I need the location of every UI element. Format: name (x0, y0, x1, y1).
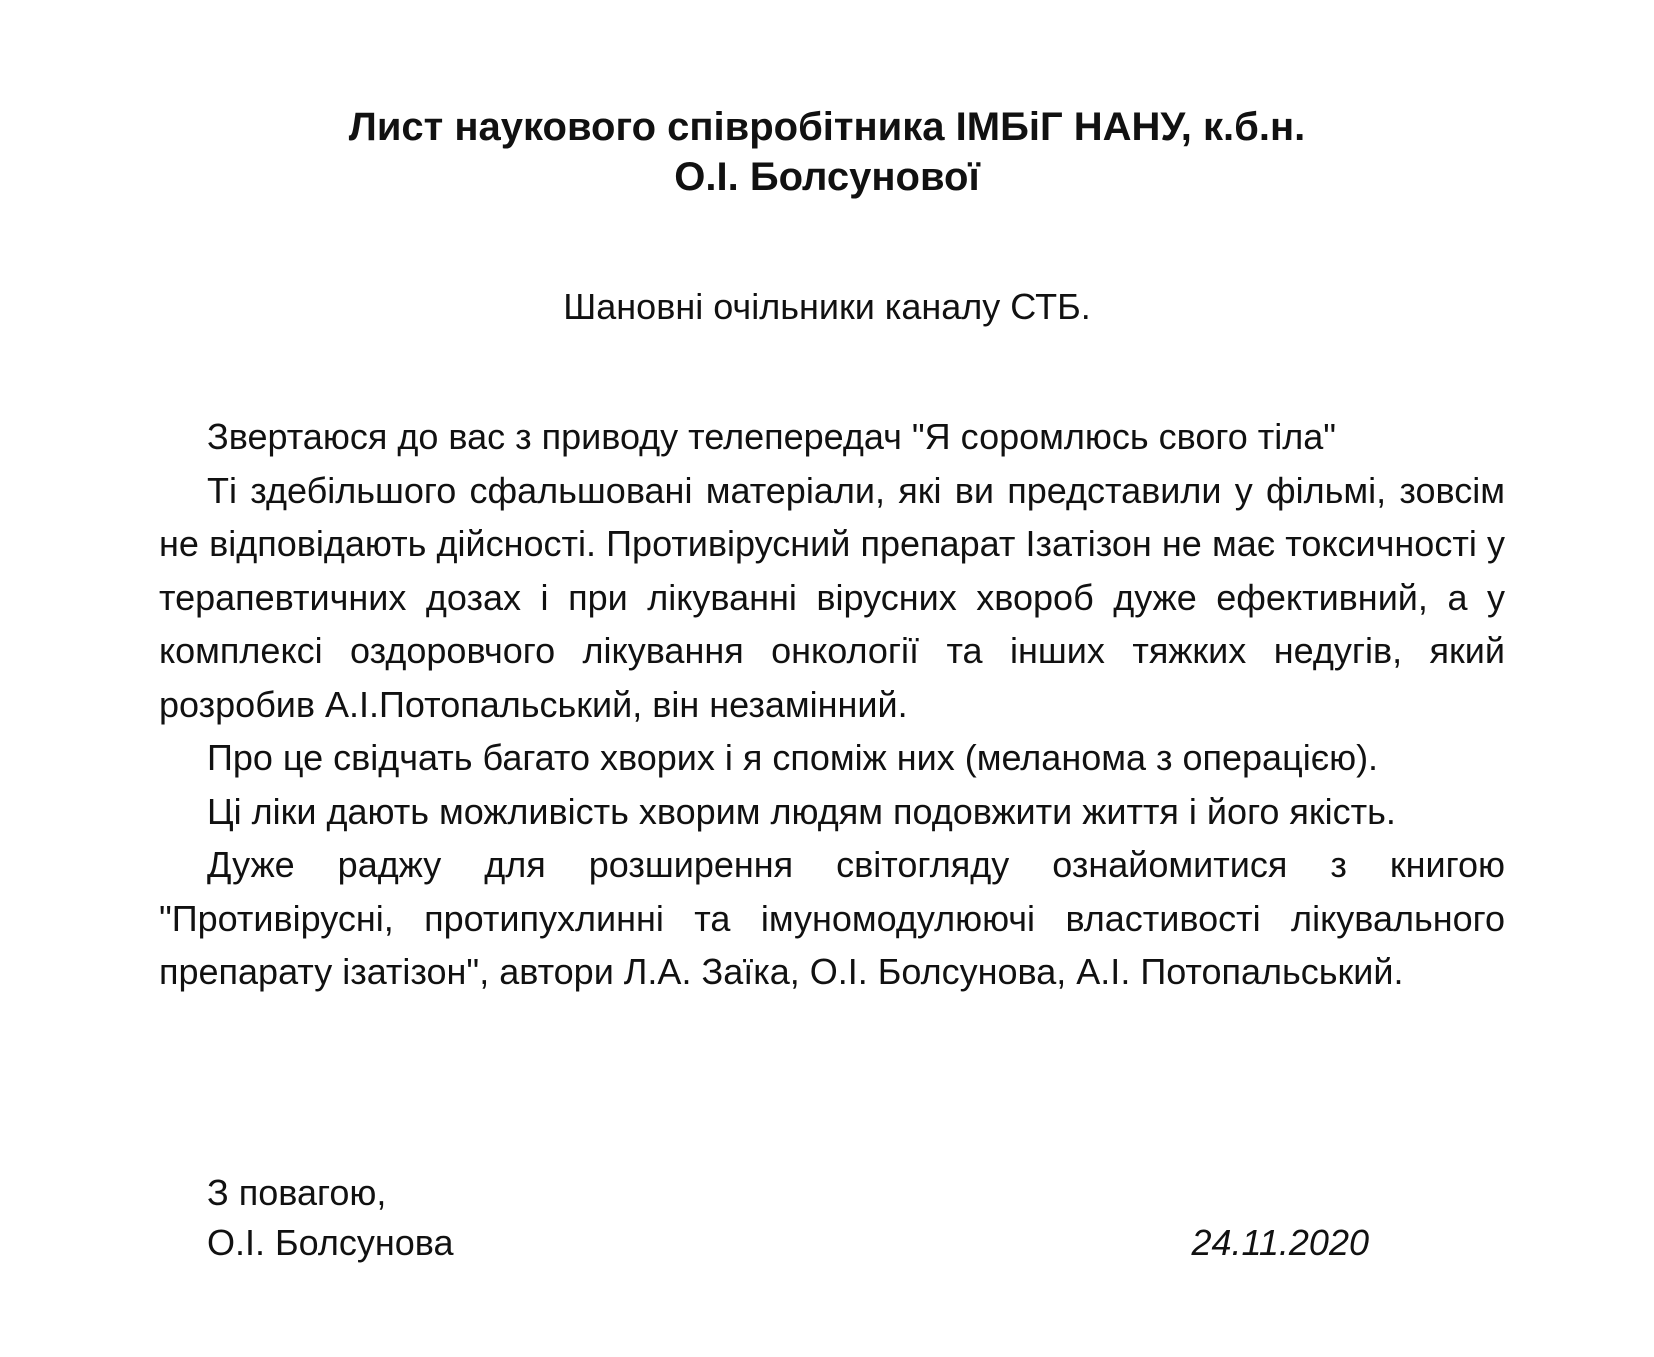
signature-name: О.І. Болсунова (207, 1222, 454, 1263)
letter-body (159, 410, 1505, 999)
title-line-2: О.І. Болсунової (674, 155, 980, 199)
paragraph-3: Про це свідчать багато хворих і я споміж них (меланома з операцією). (207, 737, 1379, 778)
paragraph-1: Звертаюся до вас з приводу телепередач "Я соромлюсь свого тіла" (207, 416, 1337, 457)
closing-block (207, 1168, 454, 1268)
greeting: Шановні очільники каналу СТБ. (563, 286, 1091, 327)
title-line-1: Лист наукового співробітника ІМБіГ НАНУ, к.б.н. (348, 105, 1306, 149)
letter-title (0, 102, 1654, 202)
closing-phrase: З повагою, (207, 1172, 387, 1213)
paragraph-4: Ці ліки дають можливість хворим людям подовжити життя і його якість. (207, 790, 1396, 832)
paragraph-5: Дуже раджу для розширення світогляду ознайомитися з книгою "Противірусні, протипухлинні та імуномодулюючі властивості лікувального препарату ізатізон", автори Л.А. Заїка, О.І. Болсунова, А.І. Потопальський. (159, 844, 1505, 992)
letter-date: 24.11.2020 (1191, 1222, 1369, 1263)
paragraph-2: Ті здебільшого сфальшовані матеріали, які ви представили у фільмі, зовсім не відповідають дійсності. Противірусний препарат Ізатізон не має токсичності у терапевтичних дозах і при лікуванні вірусних хвороб дуже ефективний, а у комплексі оздоровчого лікування онкології та інших тяжких недугів, який розробив А.І.Потопальський, він незамінний. (159, 469, 1505, 725)
